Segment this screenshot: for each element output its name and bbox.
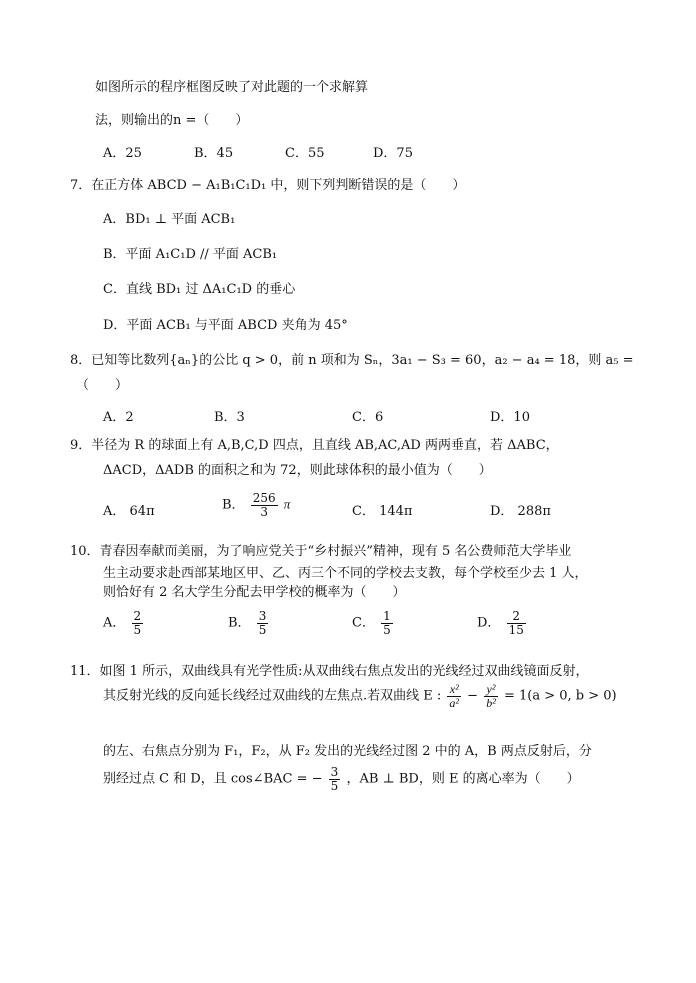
q11-stem-line-4 [103, 766, 580, 792]
prev-question-line-1: 如图所示的程序框图反映了对此题的一个求解算 [95, 80, 369, 95]
q10-option-d-numerator: 2 [512, 609, 521, 623]
q11-cos-fraction [329, 766, 341, 792]
q11-stem-line-2-text: 其反射光线的反向延长线经过双曲线的左焦点.若双曲线 E : [103, 688, 442, 704]
q7-stem: 7．在正方体 ABCD − A₁B₁C₁D₁ 中，则下列判断错误的是（ ） [70, 178, 466, 193]
q9-stem-line-1: 9．半径为 R 的球面上有 A,B,C,D 四点，且直线 AB,AC,AD 两两垂直，若 ΔABC， [70, 438, 559, 453]
q7-option-d: D．平面 ACB₁ 与平面 ABCD 夹角为 45° [103, 318, 348, 333]
q11-y-fraction [484, 683, 498, 709]
q10-option-a-numerator: 2 [133, 609, 142, 623]
q10-option-c-numerator: 1 [383, 609, 391, 623]
q7-option-a: A．BD₁ ⊥ 平面 ACB₁ [103, 212, 236, 227]
q9-option-b-numerator: 256 [252, 491, 276, 505]
q9-option-b [222, 492, 290, 518]
q10-option-d-label: D． [477, 615, 501, 631]
q10-option-d-denominator: 15 [508, 622, 524, 637]
q11-x-fraction [447, 683, 461, 709]
q10-stem-line-1: 10．青春因奉献而美丽，为了响应党关于“乡村振兴”精神，现有 5 名公费师范大学毕业 [70, 544, 572, 559]
q8-option-c: C．6 [352, 410, 384, 425]
q10-option-a [103, 610, 145, 636]
q9-option-d: D． 288π [490, 504, 551, 519]
q10-option-a-label: A． [103, 615, 126, 631]
q11-y-denominator: b² [486, 695, 496, 710]
q11-x-numerator: x² [449, 682, 459, 696]
q10-option-b-fraction [257, 610, 269, 636]
q9-option-b-fraction [251, 492, 278, 518]
q9-stem-line-2: ΔACD，ΔADB 的面积之和为 72，则此球体积的最小值为（ ） [103, 463, 492, 478]
q10-option-a-denominator: 5 [133, 622, 142, 637]
q11-cos-denominator: 5 [330, 778, 339, 793]
q9-option-b-denominator: 3 [251, 505, 278, 519]
prev-question-line-2: 法，则输出的n =（ ） [95, 113, 249, 128]
q10-option-d [477, 610, 528, 636]
q11-stem-line-4-tail: ，AB ⊥ BD，则 E 的离心率为（ ） [346, 771, 580, 787]
q11-x-denominator: a² [449, 695, 460, 710]
q9-option-a: A． 64π [103, 504, 155, 519]
q7-option-b: B．平面 A₁C₁D // 平面 ACB₁ [103, 247, 278, 262]
q10-option-a-fraction [132, 610, 144, 636]
q10-option-c-label: C． [352, 615, 375, 631]
q10-stem-line-3: 则恰好有 2 名大学生分配去甲学校的概率为（ ） [103, 585, 406, 600]
q10-option-c [352, 610, 395, 636]
prev-option-d: D．75 [373, 146, 413, 161]
prev-option-a: A．25 [103, 146, 142, 161]
q11-minus: − [467, 688, 483, 704]
q11-stem-line-1: 11．如图 1 所示，双曲线具有光学性质:从双曲线右焦点发出的光线经过双曲线镜面反射， [70, 664, 589, 679]
q10-option-b [228, 610, 270, 636]
q10-option-d-fraction [507, 610, 526, 636]
q8-option-b: B．3 [214, 410, 245, 425]
q10-option-b-numerator: 3 [258, 609, 267, 623]
q10-option-c-denominator: 5 [383, 622, 391, 637]
q9-option-b-label: B． [222, 497, 245, 513]
q10-option-b-denominator: 5 [258, 622, 267, 637]
q10-options [0, 610, 696, 650]
q11-cos-numerator: 3 [330, 765, 339, 779]
q8-stem-line-1: 8．已知等比数列{aₙ}的公比 q > 0，前 n 项和为 Sₙ，3a₁ − S₃ = 60，a₂ − a₄ = 18，则 a₅ = [70, 353, 634, 368]
q10-option-b-label: B． [228, 615, 251, 631]
q10-stem-line-2: 生主动要求赴西部某地区甲、乙、丙三个不同的学校去支教，每个学校至少去 1 人， [103, 566, 588, 581]
q7-option-c: C．直线 BD₁ 过 ΔA₁C₁D 的垂心 [103, 282, 296, 297]
q9-option-c: C． 144π [352, 504, 413, 519]
q9-option-b-pi: π [283, 496, 291, 512]
q9-options [0, 492, 696, 532]
prev-option-c: C．55 [285, 146, 325, 161]
q11-stem-line-2 [103, 683, 617, 709]
q11-y-numerator: y² [486, 682, 496, 696]
q8-option-d: D．10 [490, 410, 530, 425]
q11-equation-tail: = 1(a > 0, b > 0) [503, 688, 617, 704]
q10-option-c-fraction [381, 610, 393, 636]
q8-option-a: A．2 [103, 410, 134, 425]
prev-option-b: B．45 [194, 146, 234, 161]
q11-stem-line-3: 的左、右焦点分别为 F₁，F₂，从 F₂ 发出的光线经过图 2 中的 A，B 两点反射后，分 [103, 744, 592, 759]
q8-stem-line-2: （ ） [76, 378, 129, 393]
q11-stem-line-4-text: 别经过点 C 和 D，且 cos∠BAC = − [103, 771, 323, 787]
